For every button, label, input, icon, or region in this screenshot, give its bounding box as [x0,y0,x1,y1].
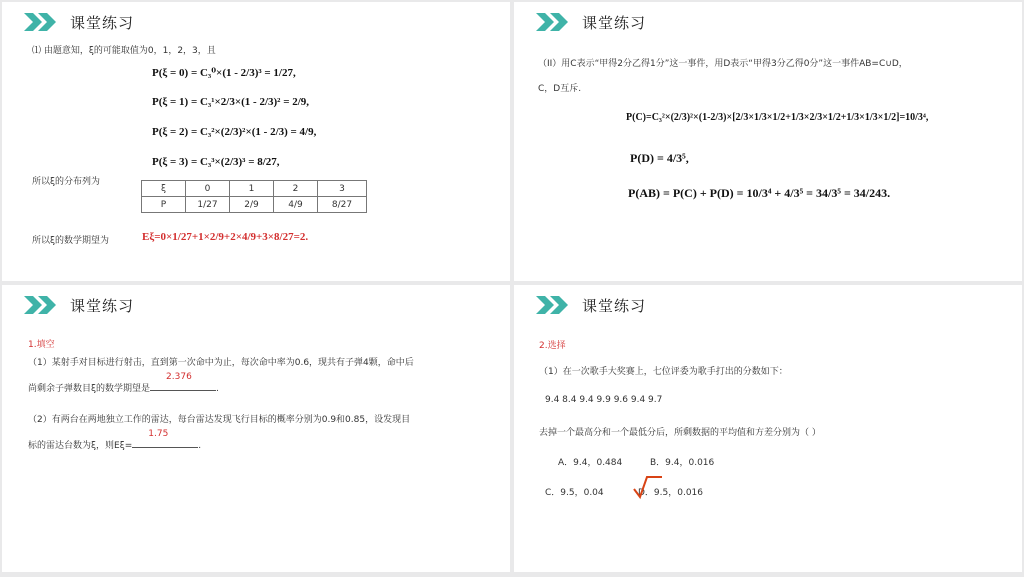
formula-p3: P(ξ = 3) = C₃³×(2/3)³ = 8/27, [152,156,280,168]
formula-pab: P(AB) = P(C) + P(D) = 10/3⁴ + 4/3⁵ = 34/3⁵ = 34/243. [628,186,891,200]
expectation-label: 所以ξ的数学期望为 [32,236,110,246]
table-header-cell: P [142,197,186,213]
body-line-1: （II）用C表示“甲得2分乙得1分”这一事件，用D表示“甲得3分乙得0分”这一事件AB=C∪D， [538,59,908,69]
scores: 9.4 8.4 9.4 9.9 9.6 9.4 9.7 [545,395,663,405]
double-chevron-icon [24,13,60,31]
question-text: 去掉一个最高分和一个最低分后，所剩数据的平均值和方差分别为（ ） [539,428,821,438]
formula-pc: P(C)=C₃²×(2/3)²×(1-2/3)×[2/3×1/3×1/2+1/3×2/3×1/2+1/3×1/3×1/2]=10/3⁴, [626,112,929,123]
table-cell: 2/9 [230,197,274,213]
body-line-2: C，D互斥. [538,84,582,94]
slide-header [24,294,134,316]
answer-text: 2.376 [166,372,192,382]
table-header-cell: ξ [142,181,186,197]
option-c: C．9.5，0.04 [545,488,604,498]
slide-title: 课堂练习 [70,296,135,315]
slide-4 [514,285,1022,572]
table-cell: 2 [274,181,318,197]
table-cell: 0 [186,181,230,197]
question-2-line-1: （2）有两台在两地独立工作的雷达，每台雷达发现飞行目标的概率分别为0.9和0.85，设发现目 [28,415,411,425]
double-chevron-icon [536,13,572,31]
intro-text: ⑴ 由题意知，ξ的可能取值为0，1，2，3，且 [32,46,216,56]
table-cell: 1 [230,181,274,197]
table-cell: 4/9 [274,197,318,213]
slide-title: 课堂练习 [582,13,647,32]
slide-header [536,294,646,316]
question-2-line-2: 标的雷达台数为ξ，则Eξ= 1.75 . [28,429,202,451]
slide-3 [2,285,510,572]
option-d: D．9.5，0.016 [638,488,704,498]
slide-1 [2,2,510,281]
table-row [142,181,367,197]
section-heading: 2.选择 [539,341,566,351]
table-row [142,197,367,213]
question-1: （1）在一次歌手大奖赛上，七位评委为歌手打出的分数如下： [539,367,788,377]
distribution-table [141,180,367,213]
answer-blank [132,429,198,448]
section-heading: 1.填空 [28,340,55,350]
slide-header [24,11,134,33]
option-a: A．9.4，0.484 [558,458,623,468]
distribution-label: 所以ξ的分布列为 [32,177,101,187]
expectation-formula: Eξ=0×1/27+1×2/9+2×4/9+3×8/27=2. [142,231,309,243]
slide-title: 课堂练习 [582,296,647,315]
answer-blank [150,372,216,391]
slide-title: 课堂练习 [70,13,135,32]
table-cell: 3 [318,181,367,197]
formula-p1: P(ξ = 1) = C₃¹×2/3×(1 - 2/3)² = 2/9, [152,96,310,108]
question-1-line-1: （1）某射手对目标进行射击，直到第一次命中为止，每次命中率为0.6，现共有子弹4颗，命中后 [28,358,414,368]
answer-text: 1.75 [148,429,169,439]
formula-pd: P(D) = 4/3⁵, [630,151,689,165]
double-chevron-icon [536,296,572,314]
checkmark-icon [632,475,664,505]
slide-header [536,11,646,33]
formula-p0: P(ξ = 0) = C₃⁰×(1 - 2/3)³ = 1/27, [152,67,296,79]
slide-2 [514,2,1022,281]
double-chevron-icon [24,296,60,314]
table-cell: 1/27 [186,197,230,213]
table-cell: 8/27 [318,197,367,213]
question-1-line-2: 尚剩余子弹数目ξ的数学期望是 2.376 . [28,372,219,394]
option-b: B．9.4，0.016 [650,458,715,468]
formula-p2: P(ξ = 2) = C₃²×(2/3)²×(1 - 2/3) = 4/9, [152,126,317,138]
